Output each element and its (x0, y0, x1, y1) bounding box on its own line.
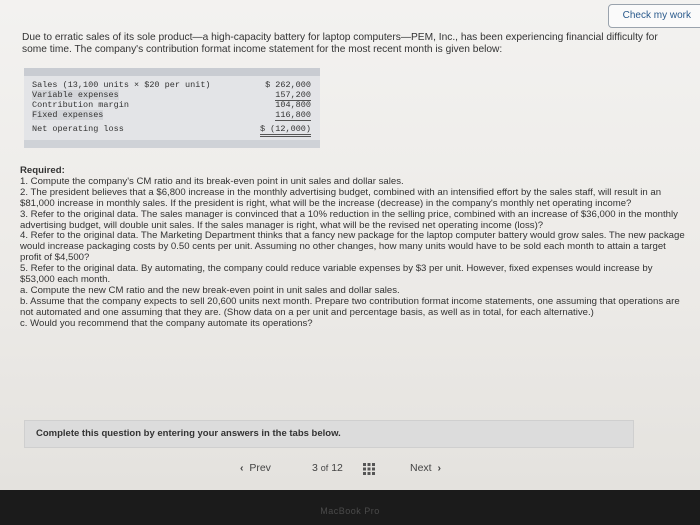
next-button[interactable] (410, 462, 441, 474)
statement-amount: $ 262,000 (265, 80, 311, 90)
instruction-banner (24, 420, 634, 448)
statement-amount: 157,200 (275, 90, 311, 100)
statement-label: Contribution margin (32, 100, 129, 110)
device-brand: MacBook Pro (320, 506, 380, 516)
required-item: 5. Refer to the original data. By automating, the company could reduce variable expenses by $3 per unit. However, fixed expenses would increase by $53,000 each month. (20, 263, 653, 286)
statement-label: Net operating loss (32, 124, 124, 134)
required-item: 2. The president believes that a $6,800 increase in the monthly advertising budget, combined with an intensified effort by the sales staff, will result in an $81,000 increase in monthly sales. If the president is right, what will be the increase (decrease) in the company's monthly net operating income? (20, 186, 662, 209)
statement-label: Variable expenses (32, 90, 119, 100)
statement-header-bar (24, 68, 320, 76)
grid-icon[interactable] (363, 463, 375, 475)
statement-label: Fixed expenses (32, 110, 104, 120)
statement-amount: 104,800 (275, 100, 311, 110)
prev-button[interactable] (240, 462, 271, 474)
page-indicator (312, 462, 343, 474)
laptop-bezel (0, 490, 700, 525)
statement-row-contribution-margin (32, 100, 317, 110)
income-statement (24, 68, 320, 148)
required-item: b. Assume that the company expects to sell 20,600 units next month. Prepare two contribution format income statements, one assuming that operations are not automated and one assuming that they are. (Show data on a per unit and percentage basis, as well as in total, for each alternative.) (20, 295, 680, 318)
total-pages: 12 (331, 462, 343, 474)
required-section (20, 166, 688, 330)
statement-row-sales (32, 80, 317, 90)
required-item: 3. Refer to the original data. The sales manager is convinced that a 10% reduction in the selling price, combined with an increase of $36,000 in the monthly advertising budget, will double unit sales. If the sales manager is right, what will be the revised net operating income (loss)? (20, 208, 678, 231)
statement-label: Sales (13,100 units × $20 per unit) (32, 80, 211, 90)
statement-amount: 116,800 (275, 110, 311, 120)
statement-amount: $ (12,000) (260, 124, 311, 137)
check-my-work-button[interactable]: Check my work (608, 4, 700, 28)
required-item: 4. Refer to the original data. The Marketing Department thinks that a fancy new package for the laptop computer battery would grow sales. The new package would increase packaging costs by 0.50 cents per unit. Assuming no other changes, how many units would have to be sold each month to attain a target profit of $4,500? (20, 230, 685, 264)
statement-row-net-operating-loss (32, 124, 317, 134)
prev-label: Prev (249, 462, 271, 474)
of-label: of (320, 463, 329, 473)
required-heading: Required: (20, 165, 65, 176)
required-item: 1. Compute the company's CM ratio and its break-even point in unit sales and dollar sales. (20, 175, 404, 187)
instruction-text: Complete this question by entering your answers in the tabs below. (36, 428, 341, 439)
required-item: c. Would you recommend that the company automate its operations? (20, 317, 313, 329)
chevron-left-icon: ‹ (240, 462, 244, 474)
chevron-right-icon: › (437, 462, 441, 474)
current-page: 3 (312, 462, 318, 474)
statement-row-fixed-expenses (32, 110, 317, 120)
statement-footer-bar (24, 140, 320, 148)
next-label: Next (410, 462, 432, 474)
problem-intro: Due to erratic sales of its sole product—a high-capacity battery for laptop computers—PEM, Inc., has been experiencing financial difficulty for some time. The company's contribution format income statement for the most recent month is given below: (22, 32, 658, 55)
required-item: a. Compute the new CM ratio and the new break-even point in unit sales and dollar sales. (20, 284, 400, 296)
statement-row-variable-expenses (32, 90, 317, 100)
